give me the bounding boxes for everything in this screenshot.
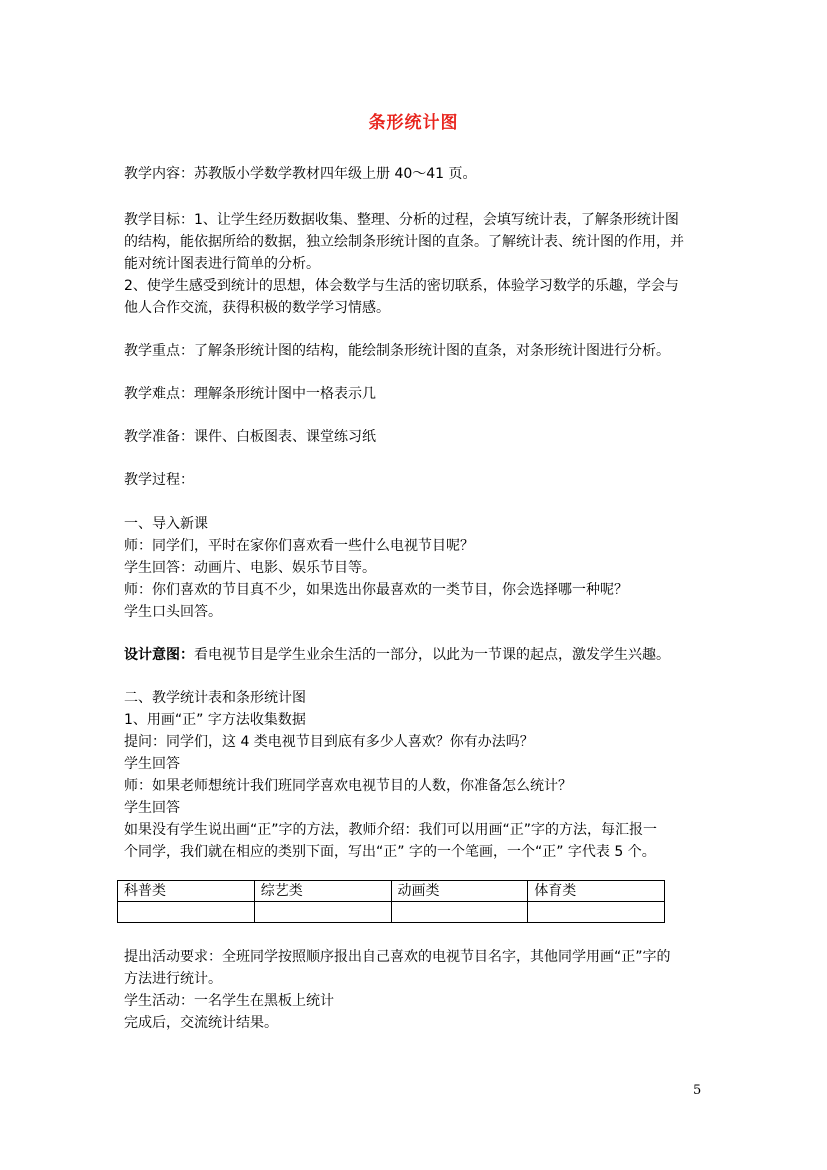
design-intent-label: 设计意图： — [124, 647, 194, 663]
design-intent — [124, 644, 709, 666]
table-cell — [391, 902, 528, 923]
section-2-line: 师：如果老师想统计我们班同学喜欢电视节目的人数，你准备怎么统计？ — [124, 778, 572, 794]
teaching-goal-line-4: 2、使学生感受到统计的思想，体会数学与生活的密切联系，体验学习数学的乐趣，学会与 — [124, 278, 679, 294]
page-number: 5 — [693, 1083, 702, 1098]
section-1-heading: 一、导入新课 — [124, 516, 208, 532]
teaching-difficulty: 教学难点：理解条形统计图中一格表示几 — [124, 386, 376, 402]
section-1-line: 师：同学们，平时在家你们喜欢看一些什么电视节目呢？ — [124, 538, 474, 554]
activity-line: 提出活动要求：全班同学按照顺序报出自己喜欢的电视节目名字，其他同学用画“正”字的 — [124, 949, 671, 965]
table-cell — [118, 902, 255, 923]
section-2-heading: 二、教学统计表和条形统计图 — [124, 690, 306, 706]
section-1-line: 学生口头回答。 — [124, 604, 222, 620]
design-intent-text: 看电视节目是学生业余生活的一部分，以此为一节课的起点，激发学生兴趣。 — [194, 647, 670, 663]
teaching-goal-line-3: 能对统计图表进行简单的分析。 — [124, 256, 320, 272]
section-2-line: 学生回答 — [124, 756, 180, 772]
teaching-goal-line-2: 的结构，能依据所给的数据，独立绘制条形统计图的直条。了解统计表、统计图的作用，并 — [124, 234, 684, 250]
table-header-cell: 动画类 — [391, 881, 528, 902]
tally-table — [117, 880, 665, 923]
table-header-row — [118, 881, 665, 902]
teaching-preparation: 教学准备：课件、白板图表、课堂练习纸 — [124, 429, 376, 445]
section-1-line: 师：你们喜欢的节目真不少，如果选出你最喜欢的一类节目，你会选择哪一种呢？ — [124, 582, 628, 598]
section-1-line: 学生回答：动画片、电影、娱乐节目等。 — [124, 560, 376, 576]
table-header-cell: 体育类 — [528, 881, 665, 902]
table-row — [118, 902, 665, 923]
teaching-content: 教学内容：苏教版小学数学教材四年级上册 40～41 页。 — [124, 166, 477, 182]
section-2-line: 学生回答 — [124, 800, 180, 816]
section-2-line: 如果没有学生说出画“正”字的方法，教师介绍：我们可以用画“正”字的方法，每汇报一 — [124, 822, 658, 838]
teaching-process-heading: 教学过程： — [124, 472, 194, 488]
document-title: 条形统计图 — [368, 113, 459, 133]
table-header-cell: 综艺类 — [254, 881, 391, 902]
activity-line: 方法进行统计。 — [124, 971, 222, 987]
section-2-subheading: 1、用画“正” 字方法收集数据 — [124, 712, 306, 728]
section-2-line: 个同学，我们就在相应的类别下面，写出“正” 字的一个笔画，一个“正” 字代表 5 个。 — [124, 844, 656, 860]
table-cell — [254, 902, 391, 923]
activity-line: 学生活动：一名学生在黑板上统计 — [124, 993, 334, 1009]
teaching-goal-line-1: 教学目标：1、让学生经历数据收集、整理、分析的过程，会填写统计表，了解条形统计图 — [124, 212, 679, 228]
table-cell — [528, 902, 665, 923]
teaching-key-point: 教学重点：了解条形统计图的结构，能绘制条形统计图的直条，对条形统计图进行分析。 — [124, 343, 670, 359]
section-2-line: 提问：同学们，这 4 类电视节目到底有多少人喜欢？你有办法吗？ — [124, 734, 534, 750]
table-header-cell: 科普类 — [118, 881, 255, 902]
teaching-goal-line-5: 他人合作交流，获得积极的数学学习情感。 — [124, 300, 390, 316]
activity-line: 完成后，交流统计结果。 — [124, 1015, 278, 1031]
